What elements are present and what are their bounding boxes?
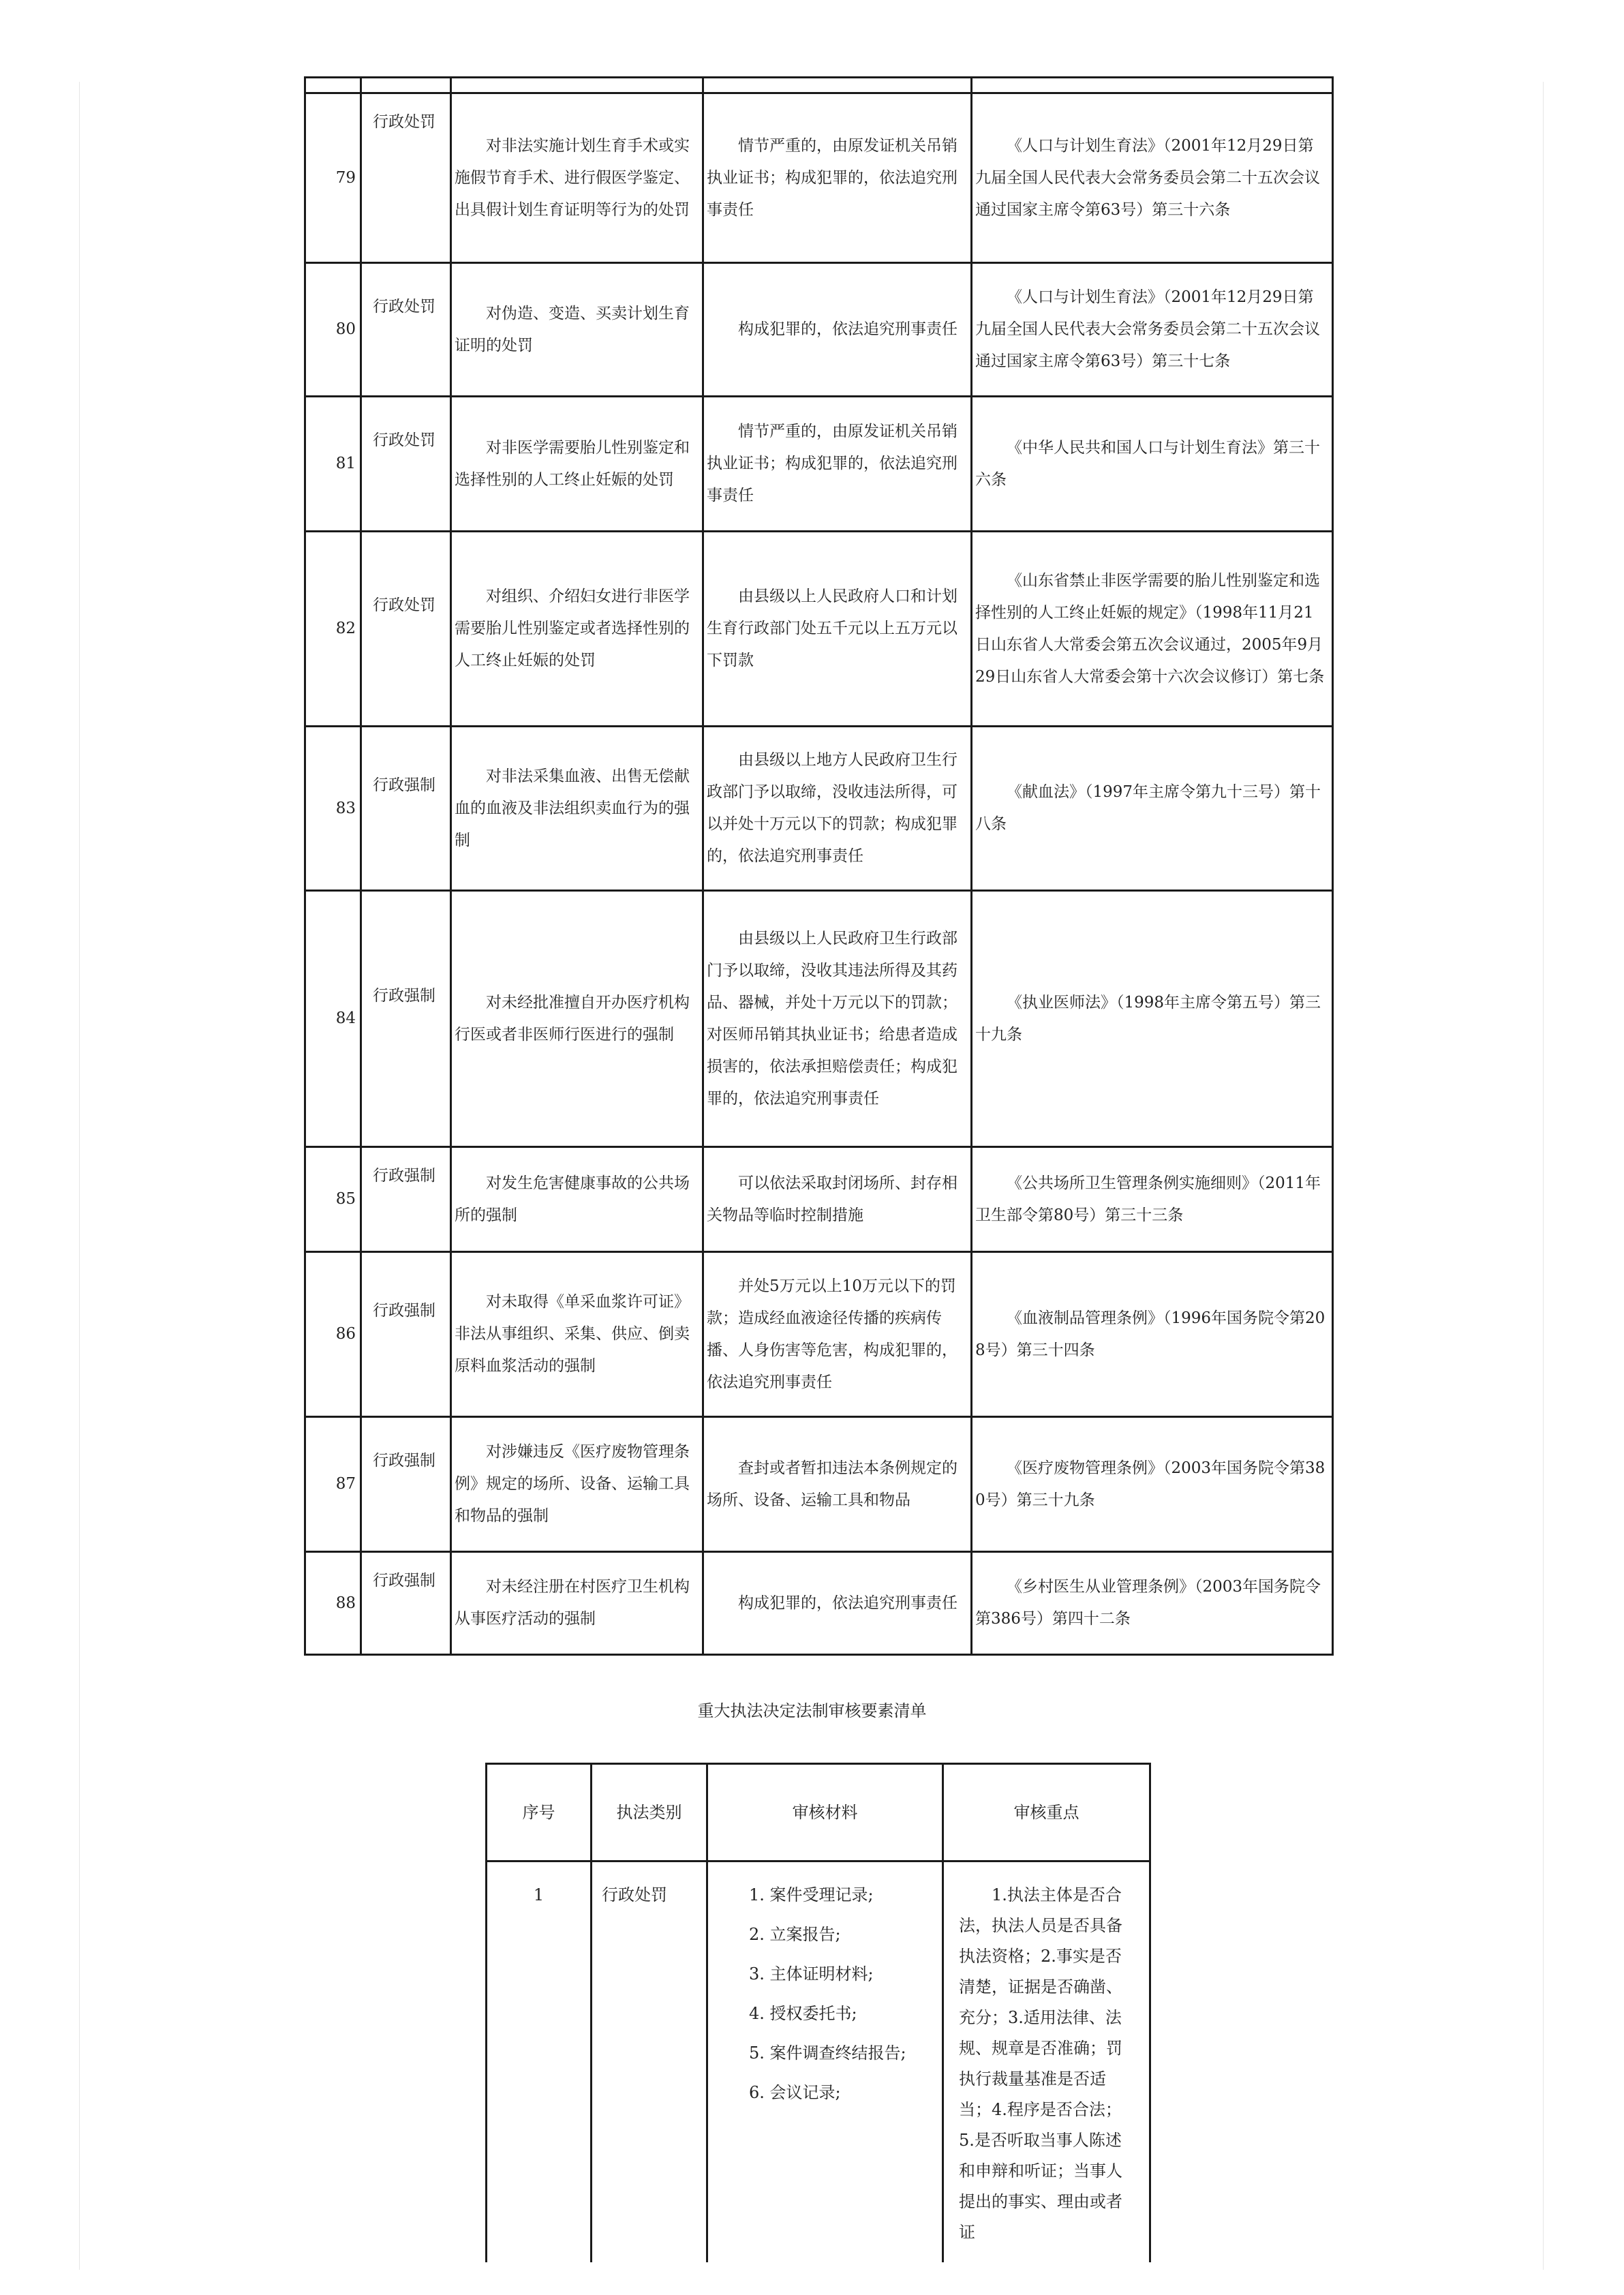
row-number: 82 (305, 532, 361, 727)
item-name: 对未经批准擅自开办医疗机构行医或者非医师行医进行的强制 (451, 891, 703, 1147)
enforcement-type (361, 1417, 451, 1552)
review-row-number: 1 (487, 1861, 592, 2263)
enforcement-type-text: 行政处罚 (373, 431, 435, 449)
review-table-row (487, 1861, 1150, 2263)
table-row (305, 1147, 1333, 1252)
legal-consequence: 由县级以上人民政府卫生行政部门予以取缔，没收其违法所得及其药品、器械，并处十万元以下的罚款；对医师吊销其执业证书；给患者造成损害的，依法承担赔偿责任；构成犯罪的，依法追究刑事责任 (703, 891, 972, 1147)
enforcement-type (361, 891, 451, 1147)
item-name: 对组织、介绍妇女进行非医学需要胎儿性别鉴定或者选择性别的人工终止妊娠的处罚 (451, 532, 703, 727)
enforcement-type-text: 行政强制 (373, 1302, 435, 1320)
row-number: 84 (305, 891, 361, 1147)
row-number: 81 (305, 397, 361, 532)
enforcement-items-table (304, 76, 1334, 1656)
table-row (305, 1252, 1333, 1417)
table-row (305, 1417, 1333, 1552)
legal-consequence: 并处5万元以上10万元以下的罚款；造成经血液途径传播的疾病传播、人身伤害等危害，构成犯罪的，依法追究刑事责任 (703, 1252, 972, 1417)
legal-basis: 《血液制品管理条例》（1996年国务院令第208号）第三十四条 (972, 1252, 1333, 1417)
material-item: 3. 主体证明材料; (749, 1964, 874, 1984)
header-num: 序号 (487, 1764, 592, 1861)
table-row (305, 397, 1333, 532)
cell-empty (361, 78, 451, 93)
row-number: 83 (305, 727, 361, 891)
enforcement-type-text: 行政处罚 (373, 596, 435, 614)
enforcement-type (361, 1252, 451, 1417)
row-number: 79 (305, 93, 361, 263)
item-name: 对未取得《单采血浆许可证》非法从事组织、采集、供应、倒卖原料血浆活动的强制 (451, 1252, 703, 1417)
enforcement-type-text: 行政处罚 (373, 113, 435, 131)
row-number: 80 (305, 263, 361, 397)
enforcement-type (361, 397, 451, 532)
review-materials (707, 1861, 943, 2263)
enforcement-type-text: 行政强制 (373, 1572, 435, 1590)
cell-empty (703, 78, 972, 93)
table-row (305, 1552, 1333, 1655)
legal-consequence: 查封或者暂扣违法本条例规定的场所、设备、运输工具和物品 (703, 1417, 972, 1552)
legal-consequence: 由县级以上人民政府人口和计划生育行政部门处五千元以上五万元以下罚款 (703, 532, 972, 727)
material-item: 1. 案件受理记录; (749, 1885, 874, 1904)
enforcement-type-text: 行政强制 (373, 1167, 435, 1185)
enforcement-type-text: 行政处罚 (373, 298, 435, 316)
material-item: 4. 授权委托书; (749, 2004, 857, 2023)
legal-consequence: 情节严重的，由原发证机关吊销执业证书；构成犯罪的，依法追究刑事责任 (703, 93, 972, 263)
header-materials: 审核材料 (707, 1764, 943, 1861)
enforcement-type (361, 1147, 451, 1252)
legal-consequence: 由县级以上地方人民政府卫生行政部门予以取缔，没收违法所得，可以并处十万元以下的罚款；构成犯罪的，依法追究刑事责任 (703, 727, 972, 891)
legal-basis: 《山东省禁止非医学需要的胎儿性别鉴定和选择性别的人工终止妊娠的规定》（1998年11月21日山东省人大常委会第五次会议通过，2005年9月29日山东省人大常委会第十六次会议修订）第七条 (972, 532, 1333, 727)
legal-basis: 《执业医师法》（1998年主席令第五号）第三十九条 (972, 891, 1333, 1147)
row-number: 87 (305, 1417, 361, 1552)
cell-empty (451, 78, 703, 93)
legal-basis: 《人口与计划生育法》（2001年12月29日第九届全国人民代表大会常务委员会第二十五次会议通过国家主席令第63号）第三十六条 (972, 93, 1333, 263)
header-type: 执法类别 (592, 1764, 707, 1861)
enforcement-type-text: 行政强制 (373, 987, 435, 1005)
legal-consequence: 构成犯罪的，依法追究刑事责任 (703, 263, 972, 397)
table-row-continuation (305, 78, 1333, 93)
enforcement-type-text: 行政强制 (373, 1452, 435, 1470)
enforcement-type (361, 532, 451, 727)
legal-basis: 《献血法》（1997年主席令第九十三号）第十八条 (972, 727, 1333, 891)
item-name: 对涉嫌违反《医疗废物管理条例》规定的场所、设备、运输工具和物品的强制 (451, 1417, 703, 1552)
table-row (305, 727, 1333, 891)
material-item: 5. 案件调查终结报告; (749, 2043, 906, 2063)
legal-basis: 《中华人民共和国人口与计划生育法》第三十六条 (972, 397, 1333, 532)
table-row (305, 891, 1333, 1147)
table-row (305, 532, 1333, 727)
legal-basis: 《乡村医生从业管理条例》（2003年国务院令第386号）第四十二条 (972, 1552, 1333, 1655)
legal-basis: 《医疗废物管理条例》（2003年国务院令第380号）第三十九条 (972, 1417, 1333, 1552)
enforcement-type (361, 727, 451, 891)
legal-basis: 《人口与计划生育法》（2001年12月29日第九届全国人民代表大会常务委员会第二十五次会议通过国家主席令第63号）第三十七条 (972, 263, 1333, 397)
table-row (305, 263, 1333, 397)
row-number: 85 (305, 1147, 361, 1252)
legal-basis: 《公共场所卫生管理条例实施细则》（2011年卫生部令第80号）第三十三条 (972, 1147, 1333, 1252)
enforcement-type (361, 1552, 451, 1655)
enforcement-type-text: 行政强制 (373, 776, 435, 794)
page-margin-line-left (79, 82, 80, 2270)
cell-empty (972, 78, 1333, 93)
row-number: 86 (305, 1252, 361, 1417)
legal-consequence: 情节严重的，由原发证机关吊销执业证书；构成犯罪的，依法追究刑事责任 (703, 397, 972, 532)
review-elements-table (485, 1763, 1151, 2262)
item-name: 对非法实施计划生育手术或实施假节育手术、进行假医学鉴定、出具假计划生育证明等行为的处罚 (451, 93, 703, 263)
cell-empty (305, 78, 361, 93)
page-margin-line-right (1543, 82, 1544, 2270)
table-row (305, 93, 1333, 263)
material-item: 2. 立案报告; (749, 1925, 841, 1944)
item-name: 对非医学需要胎儿性别鉴定和选择性别的人工终止妊娠的处罚 (451, 397, 703, 532)
enforcement-type (361, 93, 451, 263)
review-key-points: 1.执法主体是否合法，执法人员是否具备执法资格；2.事实是否清楚，证据是否确凿、充分；3.适用法律、法规、规章是否准确；罚执行裁量基准是否适当；4.程序是否合法；5.是否听取当事人陈述和申辩和听证；当事人提出的事实、理由或者证 (943, 1861, 1150, 2263)
review-enforcement-type: 行政处罚 (592, 1861, 707, 2263)
material-item: 6. 会议记录; (749, 2083, 841, 2102)
legal-consequence: 可以依法采取封闭场所、封存相关物品等临时控制措施 (703, 1147, 972, 1252)
header-points: 审核重点 (943, 1764, 1150, 1861)
row-number: 88 (305, 1552, 361, 1655)
review-table-header (487, 1764, 1150, 1861)
legal-consequence: 构成犯罪的，依法追究刑事责任 (703, 1552, 972, 1655)
review-list-title: 重大执法决定法制审核要素清单 (697, 1701, 927, 1720)
item-name: 对发生危害健康事故的公共场所的强制 (451, 1147, 703, 1252)
item-name: 对未经注册在村医疗卫生机构从事医疗活动的强制 (451, 1552, 703, 1655)
item-name: 对伪造、变造、买卖计划生育证明的处罚 (451, 263, 703, 397)
item-name: 对非法采集血液、出售无偿献血的血液及非法组织卖血行为的强制 (451, 727, 703, 891)
enforcement-type (361, 263, 451, 397)
